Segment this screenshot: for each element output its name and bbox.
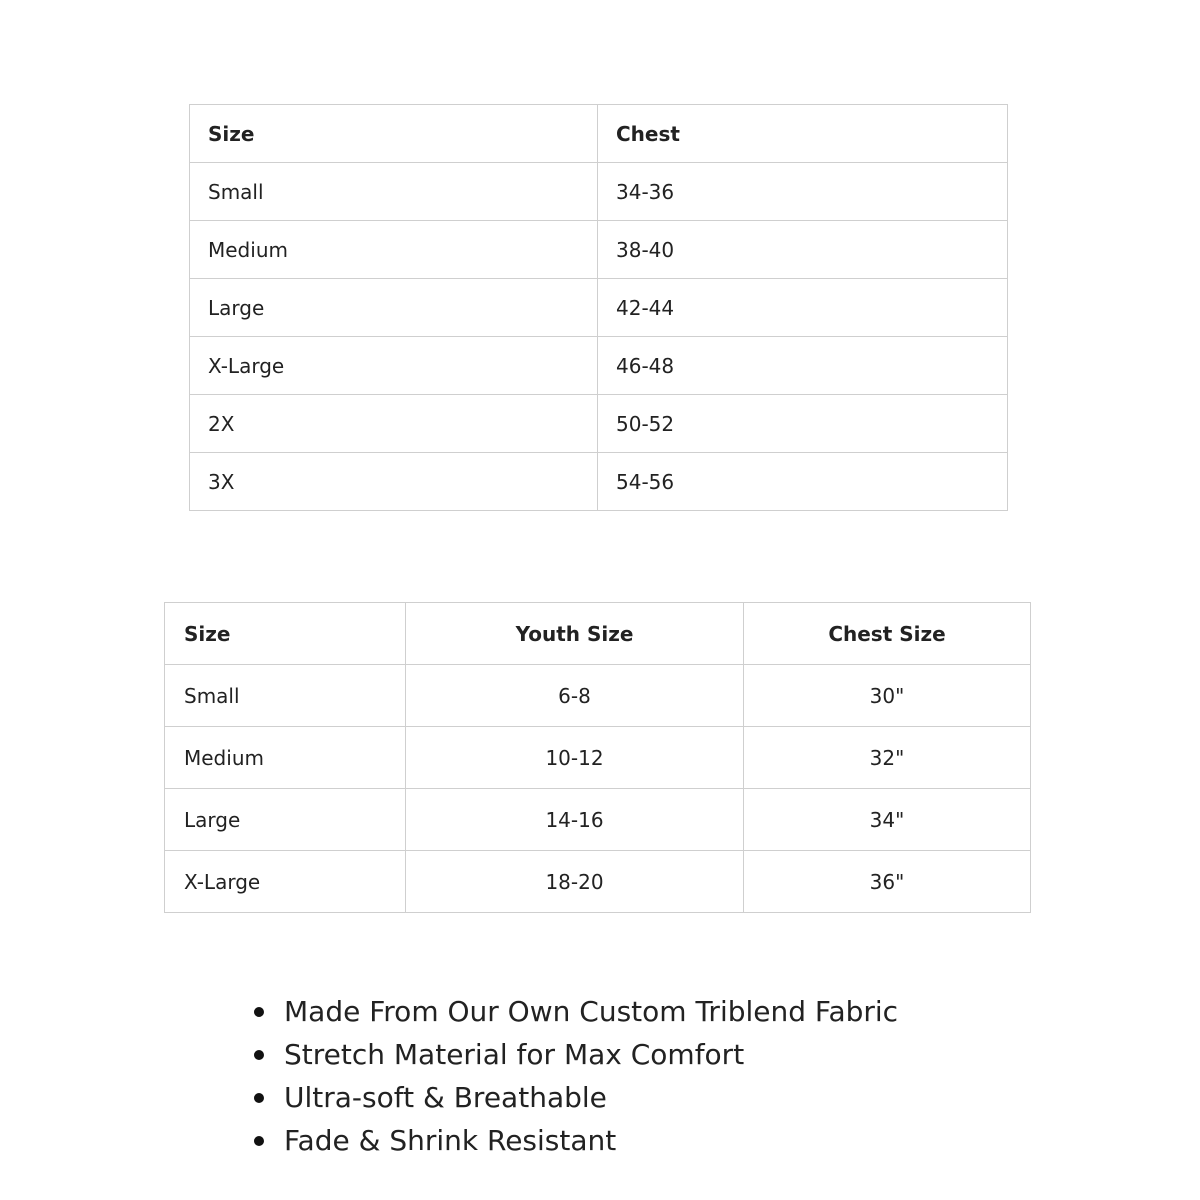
table-row (165, 665, 1031, 727)
table-header-row (190, 105, 1008, 163)
chest-cell: 50-52 (598, 395, 1008, 453)
feature-text: Made From Our Own Custom Triblend Fabric (284, 995, 899, 1028)
chest-size-cell: 36" (744, 851, 1031, 913)
list-item (250, 1076, 898, 1119)
size-cell: Large (165, 789, 406, 851)
feature-text: Fade & Shrink Resistant (284, 1124, 617, 1157)
youth-size-cell: 18-20 (406, 851, 744, 913)
table-row (190, 395, 1008, 453)
table-header-row (165, 603, 1031, 665)
table-row (190, 337, 1008, 395)
bullet-icon (254, 1136, 264, 1146)
size-cell: Large (190, 279, 598, 337)
youth-size-table (164, 602, 1031, 913)
youth-size-cell: 6-8 (406, 665, 744, 727)
size-cell: Small (165, 665, 406, 727)
adult-size-table (189, 104, 1008, 511)
size-cell: Small (190, 163, 598, 221)
table-row (165, 727, 1031, 789)
chest-cell: 54-56 (598, 453, 1008, 511)
size-cell: Medium (165, 727, 406, 789)
table-row (190, 163, 1008, 221)
list-item (250, 990, 898, 1033)
chest-size-cell: 34" (744, 789, 1031, 851)
size-cell: Medium (190, 221, 598, 279)
list-item (250, 1119, 898, 1162)
column-header-size: Size (190, 105, 598, 163)
table-row (190, 221, 1008, 279)
table-row (165, 789, 1031, 851)
column-header-chest-size: Chest Size (744, 603, 1031, 665)
feature-text: Stretch Material for Max Comfort (284, 1038, 745, 1071)
size-cell: X-Large (190, 337, 598, 395)
table-row (165, 851, 1031, 913)
chest-cell: 34-36 (598, 163, 1008, 221)
bullet-icon (254, 1093, 264, 1103)
bullet-icon (254, 1050, 264, 1060)
chest-cell: 46-48 (598, 337, 1008, 395)
feature-text: Ultra-soft & Breathable (284, 1081, 607, 1114)
column-header-chest: Chest (598, 105, 1008, 163)
column-header-youth-size: Youth Size (406, 603, 744, 665)
size-cell: 2X (190, 395, 598, 453)
bullet-icon (254, 1007, 264, 1017)
list-item (250, 1033, 898, 1076)
chest-size-cell: 32" (744, 727, 1031, 789)
column-header-size: Size (165, 603, 406, 665)
size-cell: X-Large (165, 851, 406, 913)
chest-cell: 42-44 (598, 279, 1008, 337)
youth-size-cell: 10-12 (406, 727, 744, 789)
youth-size-cell: 14-16 (406, 789, 744, 851)
size-cell: 3X (190, 453, 598, 511)
chest-size-cell: 30" (744, 665, 1031, 727)
chest-cell: 38-40 (598, 221, 1008, 279)
table-row (190, 453, 1008, 511)
features-list (250, 990, 898, 1162)
table-row (190, 279, 1008, 337)
